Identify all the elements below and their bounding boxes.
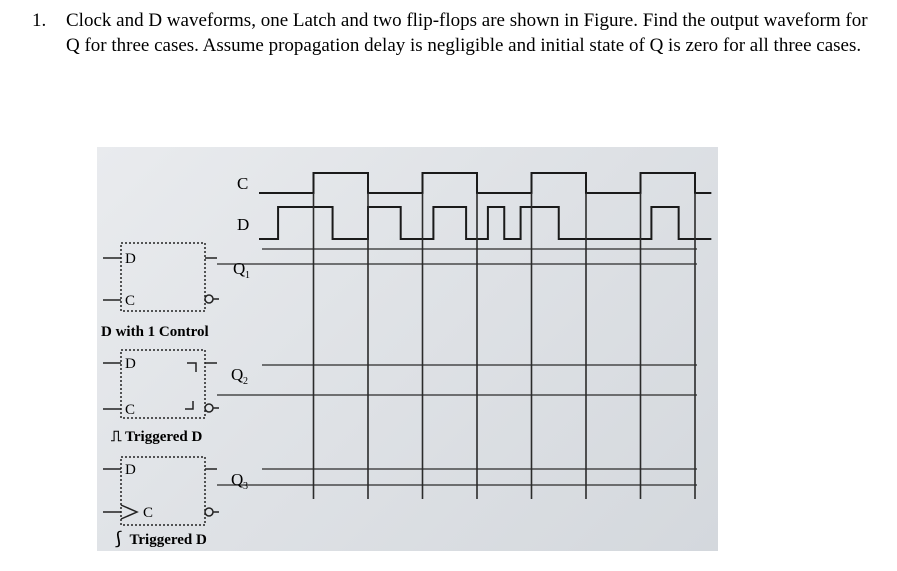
latch-block <box>101 243 250 340</box>
clock-edge-icon <box>121 505 137 519</box>
q3-label: Q <box>231 470 244 489</box>
latch-c-pin: C <box>125 293 136 309</box>
d-waveform <box>259 207 711 239</box>
edge-ff-caption: ⎰ Triggered D <box>111 532 207 548</box>
pulse-ff-caption: ⎍ Triggered D <box>111 429 203 445</box>
signal-c-label: C <box>237 174 249 193</box>
q1-label: Q <box>233 259 246 278</box>
q1-subscript: 1 <box>245 270 250 281</box>
pulse-ff-d-pin: D <box>125 356 136 372</box>
question-number: 1. <box>32 10 47 31</box>
question-text: Clock and D waveforms, one Latch and two flip-flops are shown in Figure. Find the output waveform for Q for three cases. Assume propagation delay is negligible and initial state of Q is zero for all three cases. <box>66 10 868 56</box>
clock-waveform <box>259 173 711 193</box>
q2-subscript: 2 <box>243 376 248 387</box>
signal-d-label: D <box>237 215 250 234</box>
latch-d-pin: D <box>125 251 136 267</box>
timing-figure <box>97 147 718 551</box>
figure-photo <box>97 147 718 551</box>
edge-ff-block <box>103 457 248 548</box>
pulse-ff-block <box>103 350 248 445</box>
pulse-ff-c-pin: C <box>125 402 136 418</box>
latch-caption: D with 1 Control <box>101 324 209 340</box>
q2-label: Q <box>231 365 244 384</box>
edge-ff-c-pin: C <box>143 505 154 521</box>
edge-ff-d-pin: D <box>125 462 136 478</box>
q3-subscript: 3 <box>243 481 248 492</box>
